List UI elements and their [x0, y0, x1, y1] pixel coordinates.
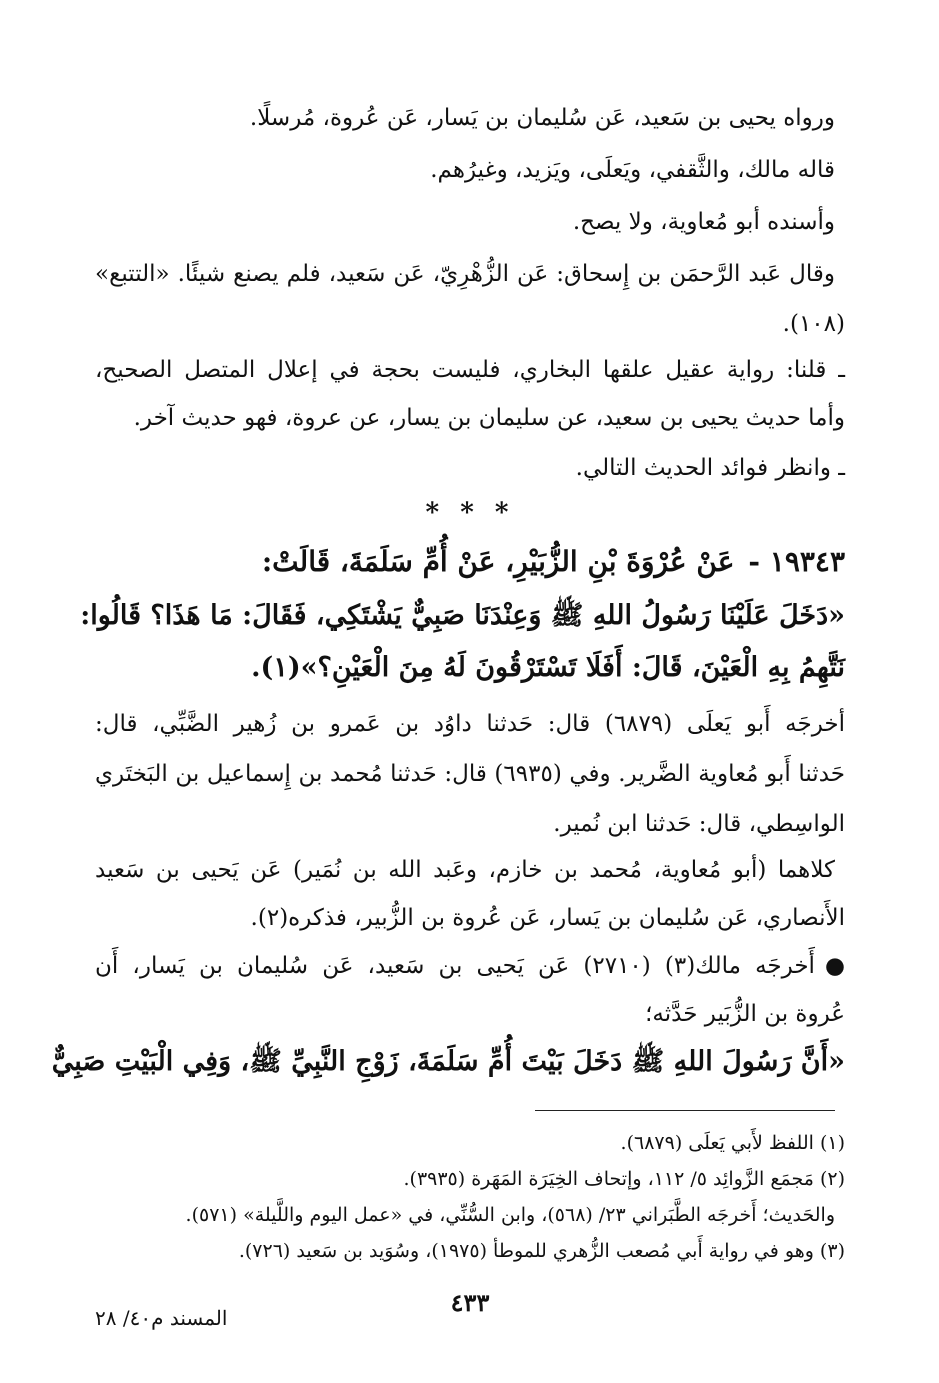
- footnote: والحَديث؛ أَخرجَه الطَّبَراني ٢٣/ (٥٦٨)، وابن السُّنِّي، في «عمل اليوم واللَّيلة» (٥٧١).: [185, 1204, 835, 1226]
- page-number: ٤٣٣: [450, 1288, 490, 1317]
- hadith-isnad: عَنْ عُرْوَةَ بْنِ الزُّبَيْرِ، عَنْ أُمِّ سَلَمَةَ، قَالَتْ:: [261, 545, 735, 578]
- body-line: ورواه يحيى بن سَعيد، عَن سُليمان بن يَسار، عَن عُروة، مُرسلًا.: [249, 105, 835, 131]
- bullet-icon: ●: [824, 953, 845, 979]
- takhrij-text: أَخرجَه مالك(٣) (٢٧١٠) عَن يَحيى بن سَعيد، عَن سُليمان بن يَسار، أَن: [95, 953, 815, 979]
- footnote: (٣) وهو في رواية أَبي مُصعب الزُّهري للموطأ (١٩٧٥)، وسُوَيد بن سَعيد (٧٢٦).: [238, 1240, 845, 1262]
- footnote: (١) اللفظ لأَبي يَعلَى (٦٨٧٩).: [620, 1132, 845, 1154]
- takhrij-line: الأَنصاري، عَن سُليمان بن يَسار، عَن عُروة بن الزُّبير، فذكره(٢).: [250, 905, 845, 931]
- body-line: وقال عَبد الرَّحمَن بن إِسحاق: عَن الزُّهْرِيّ، عَن سَعيد، فلم يصنع شيئًا. «التتبع»: [95, 261, 835, 287]
- hadith-text-line: نَتَّهِمُ بِهِ الْعَيْنَ، قَالَ: أَفَلَا تَسْتَرْقُونَ لَهُ مِنَ الْعَيْنِ؟»(١).: [251, 652, 845, 683]
- page-signature: المسند م٤٠/ ٢٨: [95, 1306, 228, 1330]
- body-line: قاله مالك، والثَّقفي، ويَعلَى، ويَزيد، وغيرُهم.: [430, 157, 835, 183]
- hadith-number: ١٩٣٤٣ -: [748, 545, 845, 578]
- footnote-divider: [535, 1110, 835, 1111]
- body-line: (١٠٨).: [782, 311, 845, 337]
- takhrij-line: كلاهما (أبو مُعاوية، مُحمد بن خازم، وعَبد الله بن نُمَير) عَن يَحيى بن سَعيد: [95, 857, 835, 883]
- hadith-text-line: «دَخَلَ عَلَيْنَا رَسُولُ اللهِ ﷺ وَعِنْدَنَا صَبِيٌّ يَشْتَكِي، فَقَالَ: مَا هَذَا؟ قَالُوا:: [80, 600, 845, 631]
- takhrij-line: أخرجَه أَبو يَعلَى (٦٨٧٩) قال: حَدثنا داوُد بن عَمرو بن زُهير الضَّبِّي، قال:: [95, 711, 845, 737]
- body-line: وأما حديث يحيى بن سعيد، عن سليمان بن يسار، عن عروة، فهو حديث آخر.: [133, 405, 845, 431]
- takhrij-line: عُروة بن الزُّبَير حَدَّثه؛: [645, 1001, 845, 1027]
- section-separator: * * *: [425, 498, 515, 528]
- body-line: ـ قلنا: رواية عقيل علقها البخاري، فليست بحجة في إعلال المتصل الصحيح،: [95, 357, 845, 383]
- hadith-heading: [95, 540, 845, 584]
- body-line: ـ وانظر فوائد الحديث التالي.: [575, 455, 845, 481]
- page: [51, 88, 845, 1348]
- hadith-text-line: «أَنَّ رَسُولَ اللهِ ﷺ دَخَلَ بَيْتَ أُمِّ سَلَمَةَ، زَوْجِ النَّبِيِّ ﷺ، وَفِي الْبَيْتِ صَبِيٌّ: [51, 1046, 845, 1077]
- footnote: (٢) مَجمَع الزَّوائِد ٥/ ١١٢، وإتحاف الخِيَرَة المَهَرة (٣٩٣٥).: [403, 1168, 845, 1190]
- takhrij-line: الواسِطي، قال: حَدثنا ابن نُمير.: [553, 811, 845, 837]
- takhrij-bullet-line: [95, 946, 845, 986]
- body-line: وأسنده أبو مُعاوية، ولا يصح.: [572, 209, 835, 235]
- takhrij-line: حَدثنا أَبو مُعاوية الضَّرير. وفي (٦٩٣٥) قال: حَدثنا مُحمد بن إِسماعيل بن البَختَري: [95, 761, 845, 787]
